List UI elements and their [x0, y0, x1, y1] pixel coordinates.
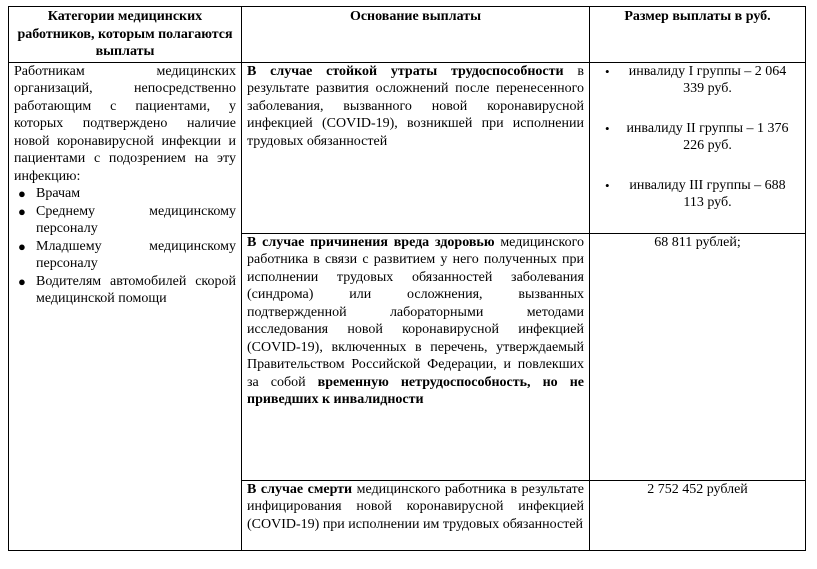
payment-label: инвалиду I группы – 2 064 339 руб. [628, 63, 787, 96]
payment-item [595, 63, 800, 98]
payments-table [8, 6, 806, 551]
category-label: Среднему медицинскому персоналу [36, 203, 236, 236]
category-label: Врачам [36, 186, 81, 201]
bullet-icon: • [605, 63, 610, 79]
basis-death-cell [242, 480, 590, 550]
header-basis: Основание выплаты [242, 7, 590, 63]
header-amount: Размер выплаты в руб. [590, 7, 806, 63]
payment-item [595, 177, 800, 212]
bullet-icon: ● [18, 203, 26, 219]
category-item [14, 273, 236, 308]
category-label: Водителям автомобилей скорой медицинской помощи [36, 273, 236, 306]
basis-harm-lead: В случае причинения вреда здоровью [247, 234, 495, 250]
basis-death-text: медицинского работника в результате инфицирования новой коронавирусной инфекцией (COVID-19) при исполнении им трудовых обязанностей [247, 481, 584, 532]
header-categories: Категории медицинских работников, которым полагаются выплаты [9, 7, 242, 63]
basis-harm-cell [242, 233, 590, 480]
payment-item [595, 120, 800, 155]
bullet-icon: ● [18, 273, 26, 289]
disability-payments-list [595, 63, 800, 212]
table-row [9, 62, 806, 233]
amount-death-cell: 2 752 452 рублей [590, 480, 806, 550]
table-header-row [9, 7, 806, 63]
amount-disability-cell [590, 62, 806, 233]
bullet-icon: • [605, 120, 610, 136]
amount-harm-cell: 68 811 рублей; [590, 233, 806, 480]
basis-death-lead: В случае смерти [247, 481, 353, 497]
basis-disability-lead: В случае стойкой утраты трудоспособности [247, 63, 564, 79]
category-item [14, 238, 236, 273]
bullet-icon: • [605, 177, 610, 193]
bullet-icon: ● [18, 238, 26, 254]
payment-label: инвалиду II группы – 1 376 226 руб. [626, 120, 789, 153]
basis-disability-cell [242, 62, 590, 233]
categories-list [14, 185, 236, 308]
basis-harm-tail: временную нетрудоспособность, но не приведших к инвалидности [247, 374, 584, 407]
basis-harm-text: медицинского работника в связи с развитием у него полученных при исполнении трудовых обязанностей заболевания (синдрома) или осложнения, вызванных подтвержденной лабораторными методами исследования новой коронавирусной инфекцией (COVID-19), включенных в перечень, утверждаемый Правительством Российской Федерации, и повлекших за собой [247, 234, 584, 390]
payment-label: инвалиду III группы – 688 113 руб. [629, 177, 786, 210]
basis-disability-text: в результате развития осложнений после перенесенного заболевания, вызванного новой коронавирусной инфекцией (COVID-19), возникшей при исполнении трудовых обязанностей [247, 63, 584, 149]
category-label: Младшему медицинскому персоналу [36, 238, 236, 271]
categories-intro: Работникам медицинских организаций, непосредственно работающим с пациентами, у которых подтверждено наличие новой коронавирусной инфекции и пациентами с подозрением на эту инфекцию: [14, 63, 236, 184]
category-item [14, 203, 236, 238]
category-item [14, 185, 236, 203]
categories-cell [9, 62, 242, 550]
bullet-icon: ● [18, 186, 26, 201]
